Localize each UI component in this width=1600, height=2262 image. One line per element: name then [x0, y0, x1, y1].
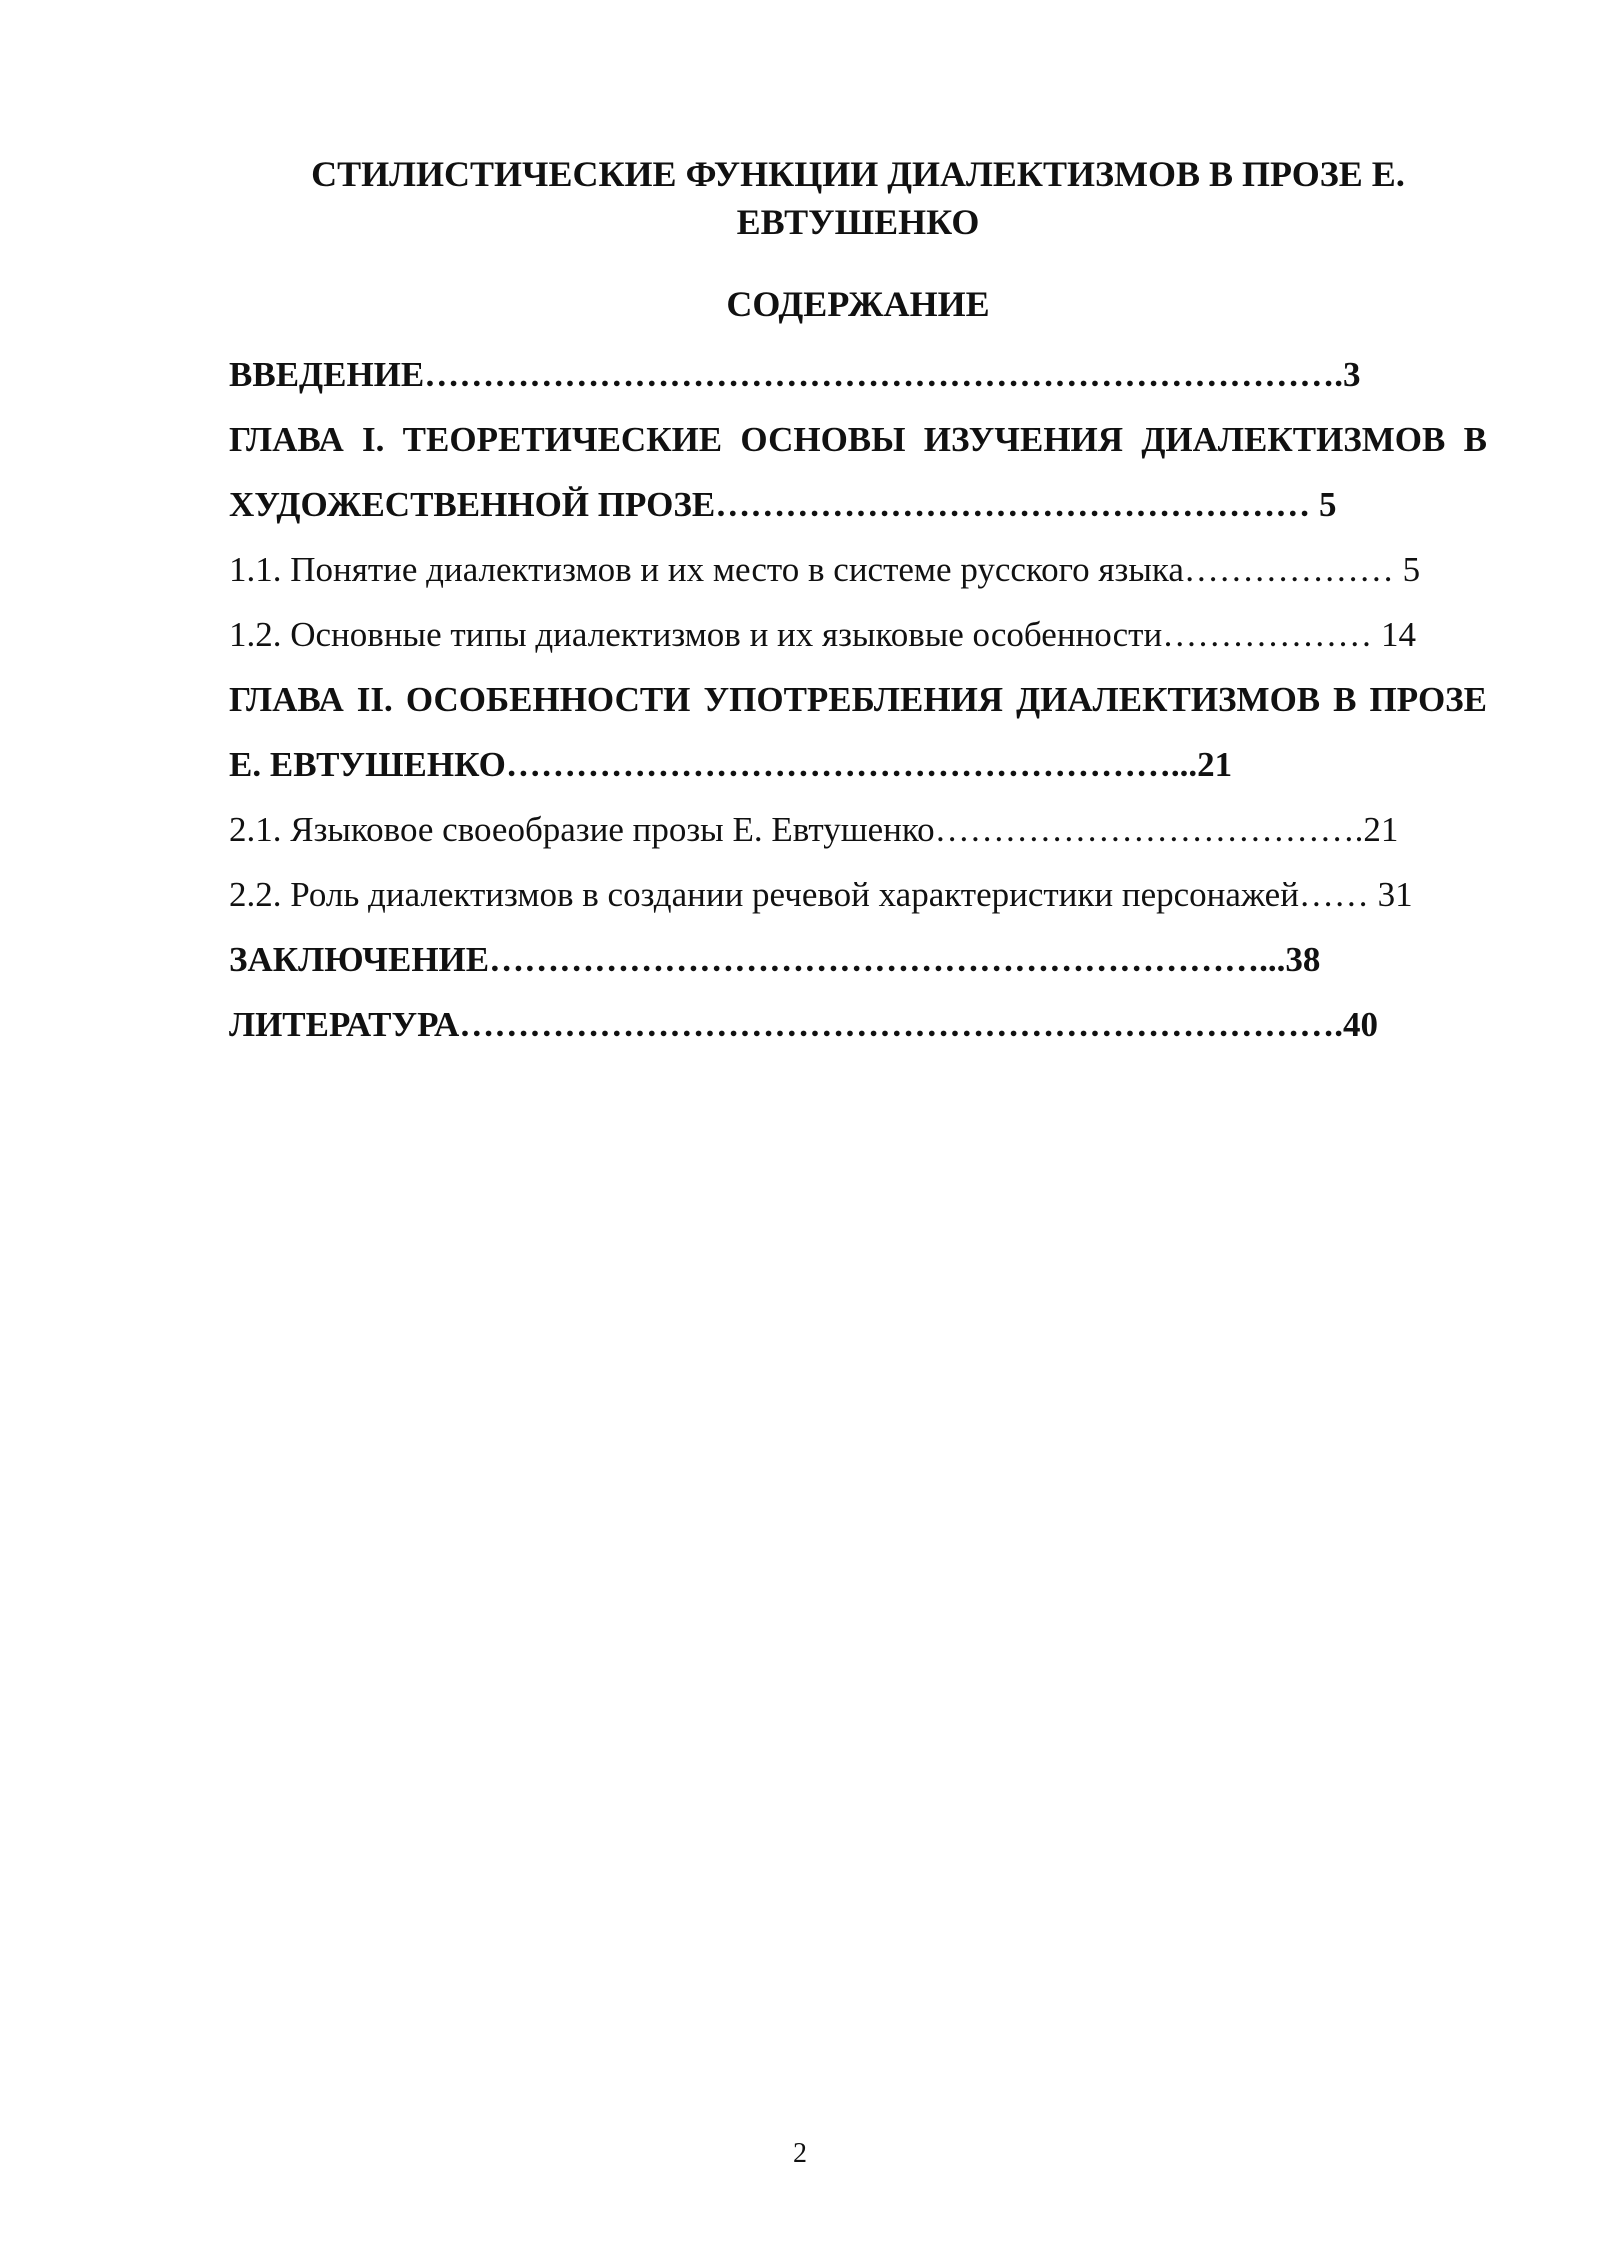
- toc-entry-chapter-2: ГЛАВА II. ОСОБЕННОСТИ УПОТРЕБЛЕНИЯ ДИАЛЕКТИЗМОВ В ПРОЗЕ Е. ЕВТУШЕНКО…………………………………………………...21: [229, 680, 1487, 784]
- toc-entry-chapter-1: ГЛАВА I. ТЕОРЕТИЧЕСКИЕ ОСНОВЫ ИЗУЧЕНИЯ ДИАЛЕКТИЗМОВ В ХУДОЖЕСТВЕННОЙ ПРОЗЕ…………………………………………… 5: [229, 420, 1487, 524]
- page-number: 2: [793, 2138, 807, 2169]
- toc-entry-literature: ЛИТЕРАТУРА………………………………………………………………….40: [229, 1005, 1379, 1044]
- toc-entry-introduction: ВВЕДЕНИЕ…………………………………………………………………….3: [229, 355, 1361, 394]
- document-title: СТИЛИСТИЧЕСКИЕ ФУНКЦИИ ДИАЛЕКТИЗМОВ В ПРОЗЕ Е. ЕВТУШЕНКО: [311, 154, 1405, 242]
- toc-heading: СОДЕРЖАНИЕ: [726, 284, 990, 324]
- page-content: [229, 150, 1487, 1057]
- toc-entry-section-2-2: 2.2. Роль диалектизмов в создании речевой характеристики персонажей…… 31: [229, 875, 1413, 914]
- toc-entry-section-1-1: 1.1. Понятие диалектизмов и их место в системе русского языка……………… 5: [229, 550, 1421, 589]
- toc-entry-conclusion: ЗАКЛЮЧЕНИЕ…………………………………………………………...38: [229, 940, 1321, 979]
- toc-entry-section-2-1: 2.1. Языковое своеобразие прозы Е. Евтушенко……………………………….21: [229, 810, 1399, 849]
- toc-entry-section-1-2: 1.2. Основные типы диалектизмов и их языковые особенности……………… 14: [229, 615, 1416, 654]
